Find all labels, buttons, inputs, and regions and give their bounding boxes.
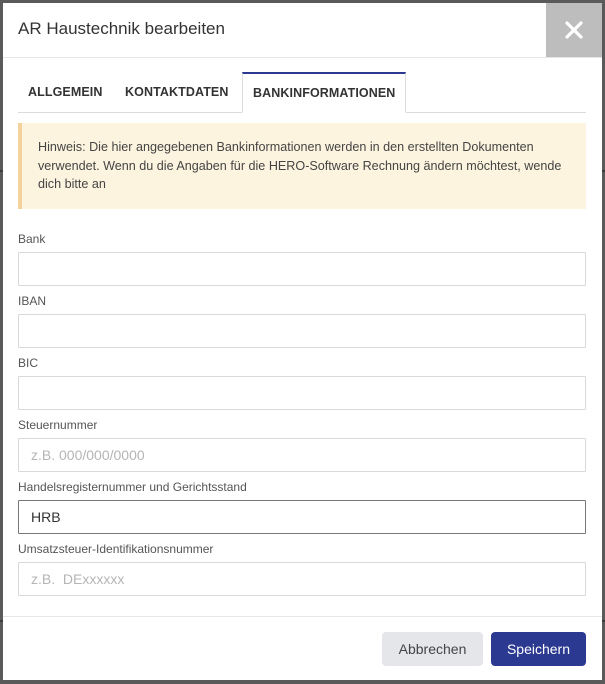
tab-allgemein[interactable]: ALLGEMEIN [28, 85, 103, 99]
tax-number-label: Steuernummer [18, 418, 98, 432]
tax-number-input[interactable] [18, 438, 586, 472]
notice-box: Hinweis: Die hier angegebenen Bankinformationen werden in den erstellten Dokumenten verwendet. Wenn du die Angaben für die HERO-Software Rechnung ändern möchtest, wende dich bitte an [18, 123, 586, 209]
cancel-button[interactable]: Abbrechen [382, 632, 483, 666]
tab-kontaktdaten[interactable]: KONTAKTDATEN [125, 85, 229, 99]
tab-bankinformationen[interactable]: BANKINFORMATIONEN [242, 72, 406, 113]
close-icon [565, 21, 583, 39]
vat-id-input[interactable] [18, 562, 586, 596]
save-button[interactable]: Speichern [491, 632, 586, 666]
bank-label: Bank [18, 232, 46, 246]
bic-label: BIC [18, 356, 39, 370]
iban-label: IBAN [18, 294, 47, 308]
vat-id-label: Umsatzsteuer-Identifikationsnummer [18, 542, 214, 556]
tab-bar [18, 72, 586, 113]
bic-input[interactable] [18, 376, 586, 410]
iban-input[interactable] [18, 314, 586, 348]
register-input[interactable] [18, 500, 586, 534]
bank-input[interactable] [18, 252, 586, 286]
dialog-footer [3, 616, 602, 680]
dialog-header [3, 3, 602, 58]
dialog-title: AR Haustechnik bearbeiten [18, 19, 225, 38]
register-label: Handelsregisternummer und Gerichtsstand [18, 480, 247, 494]
close-button[interactable] [546, 3, 602, 57]
edit-dialog [3, 3, 602, 680]
